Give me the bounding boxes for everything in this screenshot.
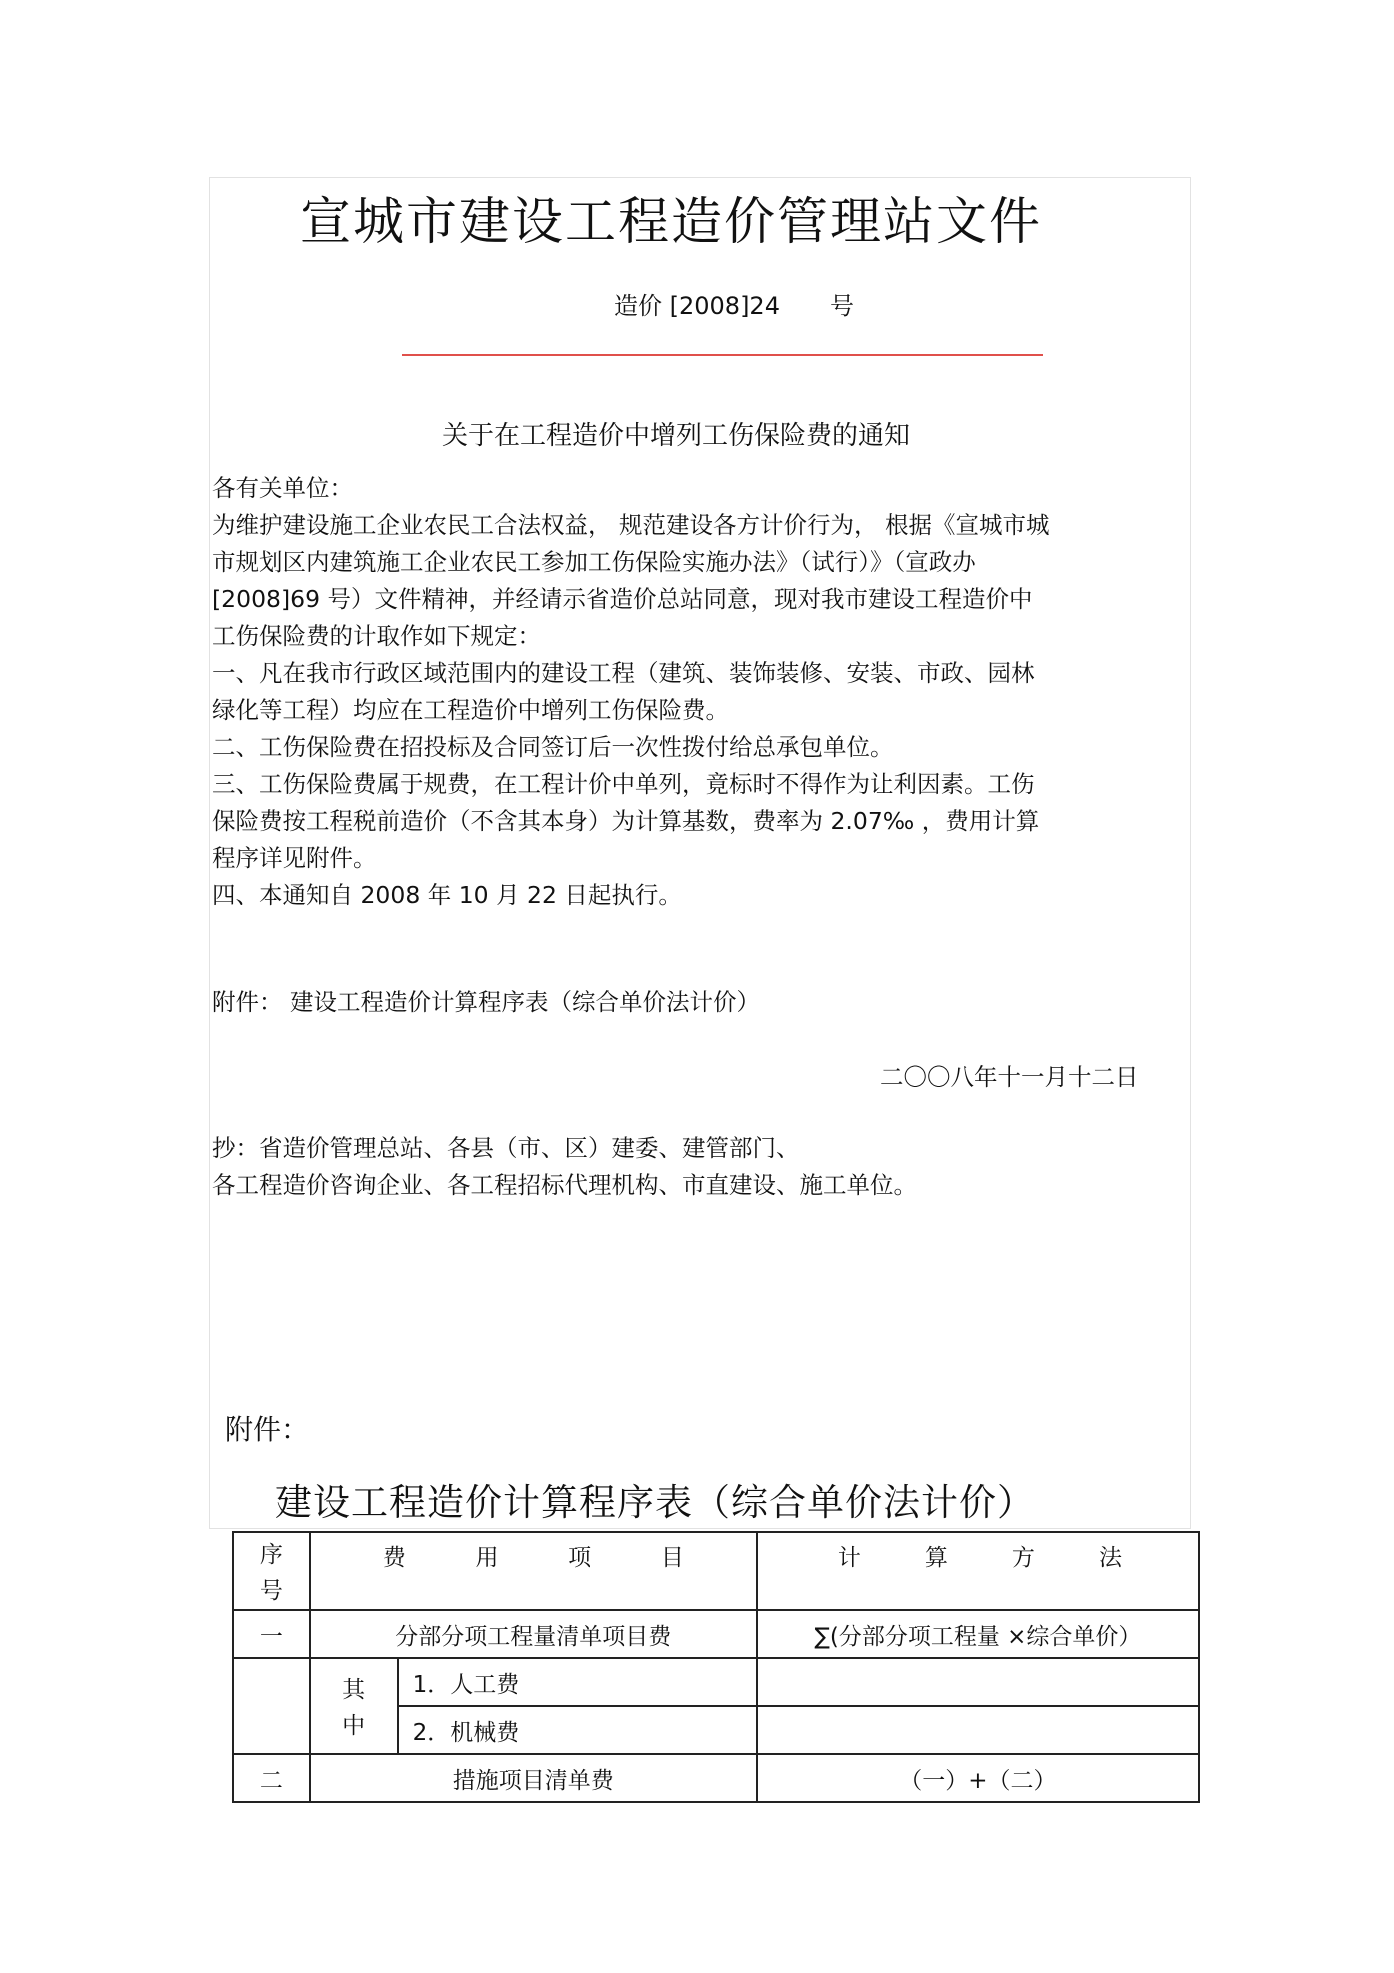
cc-line: 各工程造价咨询企业、各工程招标代理机构、市直建设、施工单位。 — [212, 1171, 917, 1199]
body-line: 各有关单位： — [212, 474, 353, 502]
cell-sub-item: 1．人工费 — [398, 1658, 757, 1706]
body-line: 绿化等工程）均应在工程造价中增列工伤保险费。 — [212, 696, 729, 724]
cc-list — [212, 1130, 917, 1204]
document-title: 宣城市建设工程造价管理站文件 — [300, 193, 1043, 252]
body-line: 二、工伤保险费在招投标及合同签订后一次性拨付给总承包单位。 — [212, 733, 894, 761]
header-method: 计 算 方 法 — [757, 1532, 1199, 1610]
body-line: 三、工伤保险费属于规费，在工程计价中单列，竟标时不得作为让利因素。工伤 — [212, 770, 1035, 798]
attachment-note: 附件： 建设工程造价计算程序表（综合单价法计价） — [212, 988, 760, 1016]
body-line: [2008]69 号）文件精神，并经请示省造价总站同意，现对我市建设工程造价中 — [212, 585, 1033, 613]
document-number-suffix: 号 — [829, 292, 854, 320]
cell-item: 分部分项工程量清单项目费 — [310, 1610, 757, 1658]
cell-method: ∑(分部分项工程量 ×综合单价） — [757, 1610, 1199, 1658]
cell-method — [757, 1706, 1199, 1754]
body-line: 保险费按工程税前造价（不含其本身）为计算基数，费率为 2.07‰ ，费用计算 — [212, 807, 1040, 835]
table-title: 建设工程造价计算程序表（综合单价法计价） — [275, 1481, 1035, 1524]
red-rule — [402, 354, 1043, 356]
body-line: 工伤保险费的计取作如下规定： — [212, 622, 541, 650]
table-row — [233, 1754, 1199, 1802]
cell-item: 措施项目清单费 — [310, 1754, 757, 1802]
body-line: 市规划区内建筑施工企业农民工参加工伤保险实施办法》（试行）》（宣政办 — [212, 548, 976, 576]
table-row — [233, 1610, 1199, 1658]
table-row — [233, 1658, 1199, 1706]
cell-seq: 一 — [233, 1610, 310, 1658]
cell-seq: 二 — [233, 1754, 310, 1802]
document-number-prefix: 造价 [2008]24 — [614, 292, 780, 320]
body-line: 为维护建设施工企业农民工合法权益， 规范建设各方计价行为， 根据《宣城市城 — [212, 511, 1050, 539]
cell-method — [757, 1658, 1199, 1706]
attachment-label: 附件： — [225, 1413, 310, 1446]
cell-seq-empty — [233, 1658, 310, 1754]
body-line: 一、凡在我市行政区域范围内的建设工程（建筑、装饰装修、安装、市政、园林 — [212, 659, 1035, 687]
header-item: 费 用 项 目 — [310, 1532, 757, 1610]
cell-method: （一）+（二） — [757, 1754, 1199, 1802]
header-seq: 序 号 — [233, 1532, 310, 1610]
body-line: 程序详见附件。 — [212, 844, 377, 872]
notice-body — [212, 470, 1049, 914]
body-line: 四、本通知自 2008 年 10 月 22 日起执行。 — [212, 881, 682, 909]
notice-subject: 关于在工程造价中增列工伤保险费的通知 — [442, 421, 911, 451]
table-header-row — [233, 1532, 1199, 1610]
cell-sub-item: 2．机械费 — [398, 1706, 757, 1754]
calculation-table — [232, 1531, 1200, 1803]
document-number — [614, 286, 854, 321]
issue-date: 二〇〇八年十一月十二日 — [880, 1063, 1139, 1091]
cc-line: 抄：省造价管理总站、各县（市、区）建委、建管部门、 — [212, 1134, 800, 1162]
cell-group-label: 其 中 — [310, 1658, 398, 1754]
